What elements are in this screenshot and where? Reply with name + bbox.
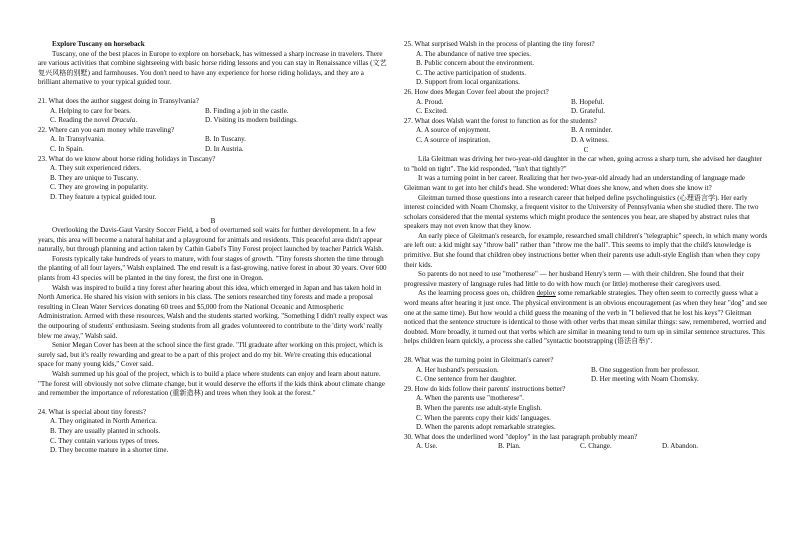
option-29a[interactable]: A. When the parents use "motherese". xyxy=(416,394,524,403)
option-24b[interactable]: B. They are usually planted in schools. xyxy=(50,426,161,435)
option-30a[interactable]: A. Use. xyxy=(416,442,438,451)
option-28d[interactable]: D. Her meeting with Noam Chomsky. xyxy=(591,375,699,384)
option-25d[interactable]: D. Support from local organizations. xyxy=(416,78,520,87)
question-21: 21. What does the author suggest doing in Transylvania? xyxy=(38,96,199,105)
option-24c[interactable]: C. They contain various types of trees. xyxy=(50,436,160,445)
option-30c[interactable]: C. Change. xyxy=(580,442,612,451)
passage-c-paragraph-1: Lila Gleitman was driving her two-year-old daughter in the car when, going across a sharp turn, she advised her daughter to "hold on tight". The kid responded, "Isn't that tightly?" xyxy=(404,155,762,173)
question-30: 30. What does the underlined word "deploy" in the last paragraph probably mean? xyxy=(404,432,638,441)
passage-c-paragraph-4: An early piece of Gleitman's research, for example, researched small children's "telegraphic" speech, in which many words are left out: a kid might say "throw ball" rather than "throw me the ball". This seems to imply that the child's knowledge is primitive. But she found that children obey instructions better when their parents use adult-style English than when they copy their kids. xyxy=(404,231,768,269)
option-23c[interactable]: C. They are growing in popularity. xyxy=(50,183,149,192)
option-22a[interactable]: A. In Transylvania. xyxy=(50,135,105,144)
passage-c-paragraph-3: Gleitman turned those questions into a research career that helped define psycholinguistics (心理语言学). Her early interest coincided with Noam Chomsky, a frequent visitor to the University of Pennsylvania when she studied there. The two scholars considered that the mental systems which might produce the sentences you hear, are shaped by abstract rules that speakers may not even know that they know. xyxy=(404,193,759,231)
passage-b-label: B xyxy=(210,216,216,225)
passage-b-paragraph-3: Walsh was inspired to build a tiny forest after hearing about this idea, which emerged in Japan and has taken hold in North America. He shared his vision with seniors in his class. The seniors researched tiny forests and made a proposal resulting in Clean Water Services donating 60 trees and $5,000 from the National Oceanic and Atmospheric Administration. Armed with these resources, Walsh and the students started working. "Something I didn't really expect was the outpouring of students' enthusiasm. Seeing students from all grades volunteered to contribute to the 'dirty work' really blew me away," Walsh said. xyxy=(38,283,388,340)
passage-a-title: Explore Tuscany on horseback xyxy=(52,40,145,48)
option-21c-end: . xyxy=(135,116,138,125)
question-25: 25. What surprised Walsh in the process of planting the tiny forest? xyxy=(404,40,595,48)
question-23: 23. What do we know about horse riding holidays in Tuscany? xyxy=(38,154,216,163)
novel-title: Dracula xyxy=(111,116,136,125)
option-28c[interactable]: C. One sentence from her daughter. xyxy=(416,375,517,384)
question-27-options xyxy=(404,126,768,145)
passage-b-paragraph-4: Senior Megan Cover has been at the school since the first grade. "I'll graduate after working on this project, which is surely sad, but it's really rewarding and great to be a part of this project and do my bit. We're creating this educational space for many young kids," Cover said. xyxy=(38,341,383,369)
option-27d[interactable]: D. A witness. xyxy=(571,135,609,144)
passage-b-paragraph-1: Overlooking the Davis-Gaut Varsity Soccer Field, a bed of overturned soil waits for further development. In a few years, this area will become a natural habitat and a playground for animals and residents. This peaceful area didn't appear naturally, but through planning and action taken by Cathin Gabel's Tiny Forest project launched by teacher Patrick Walsh. xyxy=(38,226,384,254)
option-29c[interactable]: C. When the parents copy their kids' languages. xyxy=(416,413,551,422)
right-column xyxy=(404,40,768,452)
option-24a[interactable]: A. They originated in North America. xyxy=(50,417,157,426)
question-24: 24. What is special about tiny forests? xyxy=(38,407,147,416)
option-25c[interactable]: C. The active participation of students. xyxy=(416,68,526,77)
option-29d[interactable]: D. When the parents adopt remarkable strategies. xyxy=(416,423,556,432)
question-21-options xyxy=(38,107,388,126)
option-26c[interactable]: C. Excited. xyxy=(416,107,448,116)
option-25b[interactable]: B. Public concern about the environment. xyxy=(416,59,535,68)
option-21a[interactable]: A. Helping to care for bears. xyxy=(50,106,131,115)
question-26: 26. How does Megan Cover feel about the project? xyxy=(404,87,549,96)
option-30b[interactable]: B. Plan. xyxy=(498,442,521,451)
left-column xyxy=(38,40,388,456)
paragraph-6-rest: some remarkable strategies. They often seem to correctly guess what a word means after hearing it just once. The physical environment is an obvious encouragement (as when they hear "dog" and see one at the same time). But how would a child guess the meaning of the verb in "I believed that he lost his keys"? Gleitman noticed that the sentence structure is identical to those with other verbs that mean similar things: saw, remembered, worried and doubted. More broadly, it turned out that verbs which are similar in meaning tend to turn up in similar sentence structures. This helps children learn quickly, a process she called "syntactic bootstrapping (语法自举)". xyxy=(404,289,768,346)
option-24d[interactable]: D. They become mature in a shorter time. xyxy=(50,446,169,455)
question-22-options xyxy=(38,135,388,154)
passage-c-paragraph-2: It was a turning point in her career. Realizing that her two-year-old already had an understanding of language made Gleitman want to get into her child's head. She wondered: What does she know, and when does she know it? xyxy=(404,174,746,192)
option-27b[interactable]: B. A reminder. xyxy=(571,126,613,135)
option-27a[interactable]: A. A source of enjoyment. xyxy=(416,126,491,135)
option-21c-text: C. Reading the novel xyxy=(50,116,112,125)
question-27: 27. What does Walsh want the forest to function as for the students? xyxy=(404,116,597,125)
passage-b-paragraph-2: Forests typically take hundreds of years to mature, with four stages of growth. "Tiny forests shorten the time through the planting of all four layers," Walsh explained. The end result is a fast-growing, native forest in about 30 years. Over 600 plants from 43 species will be planted in the tiny forest, the first one in Oregon. xyxy=(38,254,387,283)
question-22: 22. Where can you earn money while traveling? xyxy=(38,125,175,134)
question-26-options xyxy=(404,98,768,117)
paragraph-6-start: As the learning process goes on, children xyxy=(418,289,537,298)
option-23d[interactable]: D. They feature a typical guided tour. xyxy=(50,192,157,201)
question-28-options xyxy=(404,366,768,385)
option-22b[interactable]: B. In Tuscany. xyxy=(205,135,246,144)
option-23a[interactable]: A. They suit experienced riders. xyxy=(50,164,141,173)
option-23b[interactable]: B. They are unique to Tuscany. xyxy=(50,173,139,182)
option-28a[interactable]: A. Her husband's persuasion. xyxy=(416,365,499,374)
option-21b[interactable]: B. Finding a job in the castle. xyxy=(205,106,289,115)
question-28: 28. What was the turning point in Gleitman's career? xyxy=(404,356,554,364)
option-30d[interactable]: D. Abandon. xyxy=(662,442,699,451)
option-22c[interactable]: C. In Spain. xyxy=(50,144,84,153)
option-26d[interactable]: D. Grateful. xyxy=(571,107,606,116)
option-22d[interactable]: D. In Austria. xyxy=(205,144,244,153)
passage-b-paragraph-5: Walsh summed up his goal of the project, which is to build a place where students can enjoy and learn about nature. "The forest will obviously not solve climate change, but it would deserve the efforts if the kids think about climate change and remember the importance of reforestation (重新造林) and trees when they look at the forest." xyxy=(38,370,385,398)
option-21d[interactable]: D. Visiting its modern buildings. xyxy=(205,116,298,125)
passage-c-label: C xyxy=(583,145,589,154)
option-21c[interactable] xyxy=(50,116,205,126)
option-28b[interactable]: B. One suggestion from her professor. xyxy=(591,365,700,374)
underlined-word-deploy: deploy xyxy=(536,289,556,298)
question-30-options xyxy=(404,442,768,452)
passage-c-paragraph-5: So parents do not need to use "motherese" — her husband Henry's term — with their children. She found that their progressive mastery of language rules had little to do with how much (or little) motherese their caregivers used. xyxy=(404,270,745,288)
option-29b[interactable]: B. When the parents use adult-style English. xyxy=(416,403,542,412)
passage-a-paragraph: Tuscany, one of the best places in Europe to explore on horseback, has witnessed a sharp increase in travelers. There are various activities that combine sightseeing with basic horse riding lessons and you can stay in Renaissance villas (文艺复兴风格的别墅) and farmhouses. You don't need to have any experience for horse riding holidays, and they are a brilliant alternative to your typical guided tour. xyxy=(38,49,387,87)
option-27c[interactable]: C. A source of inspiration. xyxy=(416,135,491,144)
question-29: 29. How do kids follow their parents' instructions better? xyxy=(404,384,566,393)
passage-c-paragraph-6 xyxy=(404,289,768,347)
option-26b[interactable]: B. Hopeful. xyxy=(571,97,605,106)
option-25a[interactable]: A. The abundance of native tree species. xyxy=(416,49,531,58)
option-26a[interactable]: A. Proud. xyxy=(416,97,444,106)
